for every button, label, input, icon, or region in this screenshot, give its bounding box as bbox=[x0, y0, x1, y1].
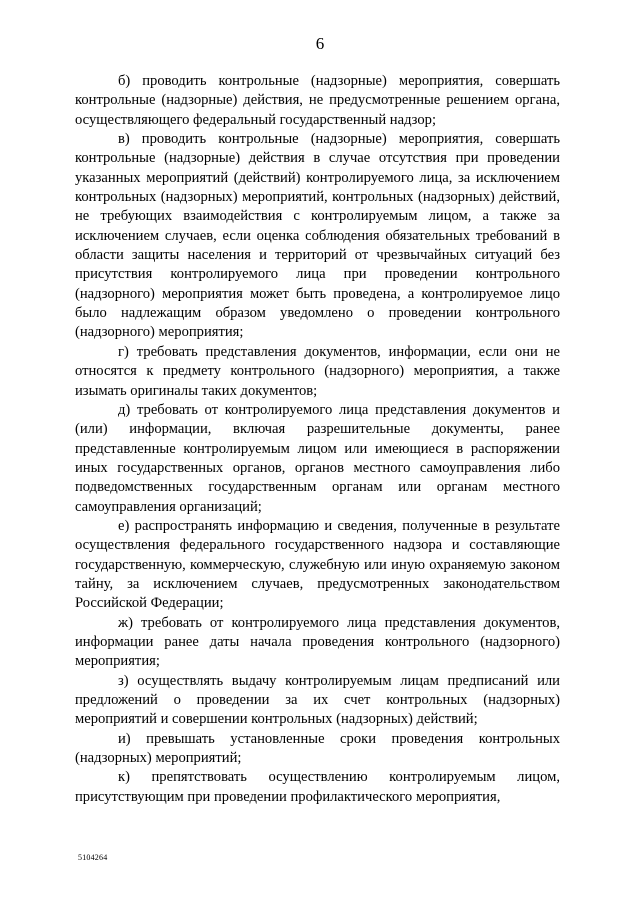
paragraph-d: д) требовать от контролируемого лица представления документов и (или) информации, включая разрешительные документы, ранее представленные контролируемым лицом или имеющиеся в распоряжении иных государственных органов, органов местного самоуправления либо подведомственных государственным органам или органам местного самоуправления организаций; bbox=[75, 401, 560, 515]
paragraph-k: к) препятствовать осуществлению контролируемым лицом, присутствующим при проведении профилактического мероприятия, bbox=[75, 769, 560, 805]
paragraph-e: е) распространять информацию и сведения, полученные в результате осуществления федерального государственного надзора и составляющие государственную, коммерческую, служебную или иную охраняемую законом тайну, за исключением случаев, предусмотренных законодательством Российской Федерации; bbox=[75, 517, 560, 612]
page-number: 6 bbox=[315, 34, 325, 53]
document-body bbox=[75, 72, 560, 807]
footer-document-code: 5104264 bbox=[78, 853, 108, 862]
paragraph-v: в) проводить контрольные (надзорные) мероприятия, совершать контрольные (надзорные) действия в случае отсутствия при проведении указанных мероприятий (действий) контролируемого лица, за исключением контрольных (надзорных) мероприятий, контрольных (надзорных) действий, не требующих взаимодействия с контролируемым лицом, а также за исключением случаев, если оценка соблюдения обязательных требований в области защиты населения и территорий от чрезвычайных ситуаций без присутствия контролируемого лица при проведении контрольного (надзорного) мероприятия может быть проведена, а контролируемое лицо было надлежащим образом уведомлено о проведении контрольного (надзорного) мероприятия; bbox=[75, 131, 560, 341]
paragraph-z: з) осуществлять выдачу контролируемым лицам предписаний или предложений о проведении за их счет контрольных (надзорных) мероприятий и совершении контрольных (надзорных) действий; bbox=[75, 672, 560, 728]
paragraph-b: б) проводить контрольные (надзорные) мероприятия, совершать контрольные (надзорные) действия, не предусмотренные решением органа, осуществляющего федеральный государственный надзор; bbox=[75, 73, 560, 128]
paragraph-zh: ж) требовать от контролируемого лица представления документов, информации ранее даты начала проведения контрольного (надзорного) мероприятия; bbox=[75, 614, 560, 670]
paragraph-g: г) требовать представления документов, информации, если они не относятся к предмету контрольного (надзорного) мероприятия, а также изымать оригиналы таких документов; bbox=[75, 343, 560, 399]
paragraph-i: и) превышать установленные сроки проведения контрольных (надзорных) мероприятий; bbox=[75, 730, 560, 767]
